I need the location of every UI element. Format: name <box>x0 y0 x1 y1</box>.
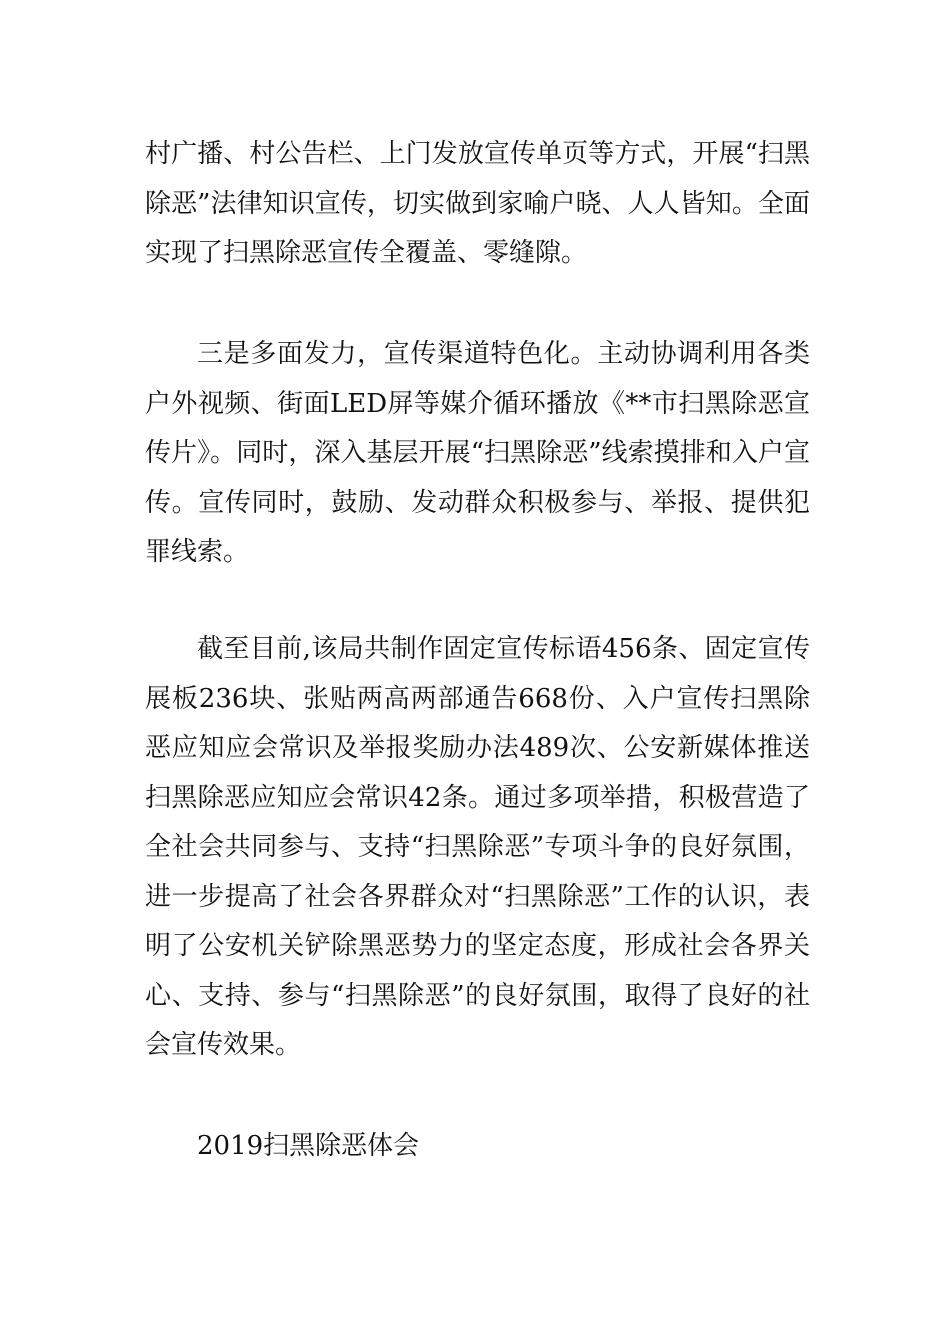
paragraph-point-three: 三是多面发力，宣传渠道特色化。主动协调利用各类户外视频、街面LED屏等媒介循环播放《**市扫黑除恶宣传片》。同时，深入基层开展“扫黑除恶”线索摸排和入户宣传。宣传同时，鼓励、发动群众积极参与、举报、提供犯罪线索。 <box>145 339 810 567</box>
paragraph-continuation: 村广播、村公告栏、上门发放宣传单页等方式，开展“扫黑除恶”法律知识宣传，切实做到家喻户晓、人人皆知。全面实现了扫黑除恶宣传全覆盖、零缝隙。 <box>145 139 810 268</box>
paragraph-summary: 截至目前,该局共制作固定宣传标语456条、固定宣传展板236块、张贴两高两部通告668份、入户宣传扫黑除恶应知应会常识及举报奖励办法489次、公安新媒体推送扫黑除恶应知应会常识42条。通过多项举措，积极营造了全社会共同参与、支持“扫黑除恶”专项斗争的良好氛围，进一步提高了社会各界群众对“扫黑除恶”工作的认识，表明了公安机关铲除黑恶势力的坚定态度，形成社会各界关心、支持、参与“扫黑除恶”的良好氛围，取得了良好的社会宣传效果。 <box>145 634 810 1060</box>
section-heading: 2019扫黑除恶体会 <box>197 1131 420 1161</box>
